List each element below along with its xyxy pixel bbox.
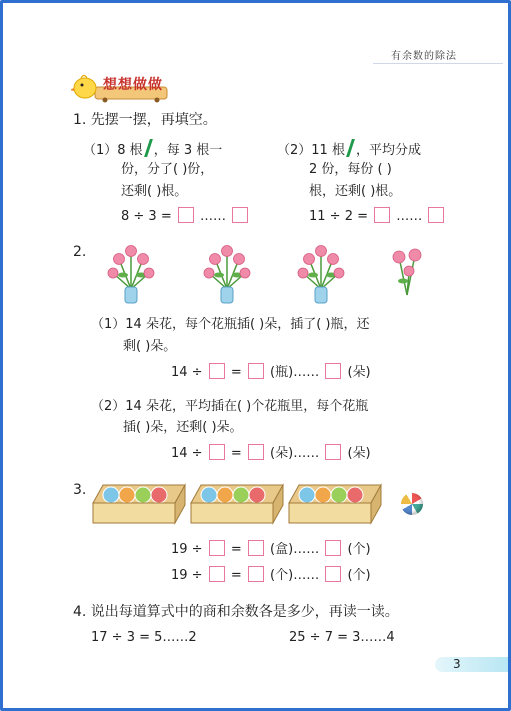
q4-intro: 4. 说出每道算式中的商和余数各是多少，再读一读。 [73,604,399,620]
q1a-eq-dots: …… [200,209,227,224]
answer-box[interactable] [325,444,341,460]
answer-box[interactable] [374,207,390,223]
q1b-line3: 根，还剩( )根。 [309,184,402,199]
answer-box[interactable] [209,363,225,379]
chick-mascot-icon [71,73,101,101]
eq-left: 14 ÷ [171,446,203,461]
answer-box[interactable] [209,444,225,460]
eq-unit: (个)…… [270,568,320,583]
ball-box-icon [91,483,187,525]
page-number: 3 [453,657,461,671]
ball-box-icon [189,483,285,525]
stick-icon [346,139,355,157]
answer-box[interactable] [248,540,264,556]
q1b-line1-pre: （2）11 根 [277,143,345,158]
answer-box[interactable] [209,566,225,582]
eq-unit: (个) [347,542,371,557]
q2p1-line2: 剩( )朵。 [123,339,177,354]
answer-box[interactable] [209,540,225,556]
eq-sign: = [230,365,242,380]
q2p2-line2: 插( )朵，还剩( )朵。 [123,420,243,435]
q2p2-line1: （2）14 朵花，平均插在( )个花瓶里，每个花瓶 [91,399,369,414]
q3-equation-2 [171,566,371,585]
eq-unit: (瓶)…… [270,365,320,380]
q1b-line1-post: ，平均分成 [355,143,421,158]
q1a-line2: 份，分了( )份， [121,162,214,177]
q1b-line1 [277,139,421,160]
answer-box[interactable] [325,566,341,582]
rose-vase-icon [295,241,347,305]
rose-vase-icon [201,241,253,305]
eq-left: 14 ÷ [171,365,203,380]
answer-box[interactable] [428,207,444,223]
q2-number: 2. [73,244,87,260]
eq-sign: = [230,542,242,557]
page-number-bar [435,657,511,672]
q4-equation-2: 25 ÷ 7 = 3……4 [289,630,395,645]
answer-box[interactable] [248,363,264,379]
eq-sign: = [230,568,242,583]
eq-unit: (朵)…… [270,446,320,461]
q2p2-equation [171,444,371,463]
q1-intro: 1. 先摆一摆，再填空。 [73,112,217,128]
answer-box[interactable] [232,207,248,223]
answer-box[interactable] [248,566,264,582]
roses-icon [387,243,427,297]
q1a-line1 [83,139,222,160]
q1a-line1-post: ，每 3 根一 [153,143,223,158]
q2p1-equation [171,363,371,382]
answer-box[interactable] [325,363,341,379]
q1a-equation [121,207,250,226]
q2p1-line1: （1）14 朵花，每个花瓶插( )朵，插了( )瓶，还 [91,317,370,332]
ball-box-icon [287,483,383,525]
stick-icon [144,139,153,157]
eq-left: 19 ÷ [171,568,203,583]
section-title: 想想做做 [103,77,163,93]
answer-box[interactable] [325,540,341,556]
eq-left: 19 ÷ [171,542,203,557]
q1b-line2: 2 份，每份 ( ) [309,162,392,177]
eq-unit: (朵) [347,446,371,461]
answer-box[interactable] [178,207,194,223]
eq-sign: = [230,446,242,461]
q1b-eq-left: 11 ÷ 2 = [309,209,368,224]
eq-unit: (朵) [347,365,371,380]
ball-icon [401,493,423,515]
q1b-equation [309,207,446,226]
q1a-line3: 还剩( )根。 [121,184,188,199]
q4-equation-1: 17 ÷ 3 = 5……2 [91,630,197,645]
q1b-eq-dots: …… [396,209,423,224]
eq-unit: (个) [347,568,371,583]
chapter-header: 有余数的除法 [391,51,457,62]
q3-equation-1 [171,540,371,559]
q3-number: 3. [73,482,87,498]
rose-vase-icon [105,241,157,305]
q1a-line1-pre: （1）8 根 [83,143,143,158]
eq-unit: (盒)…… [270,542,320,557]
header-rule [373,63,503,64]
answer-box[interactable] [248,444,264,460]
q1a-eq-left: 8 ÷ 3 = [121,209,172,224]
